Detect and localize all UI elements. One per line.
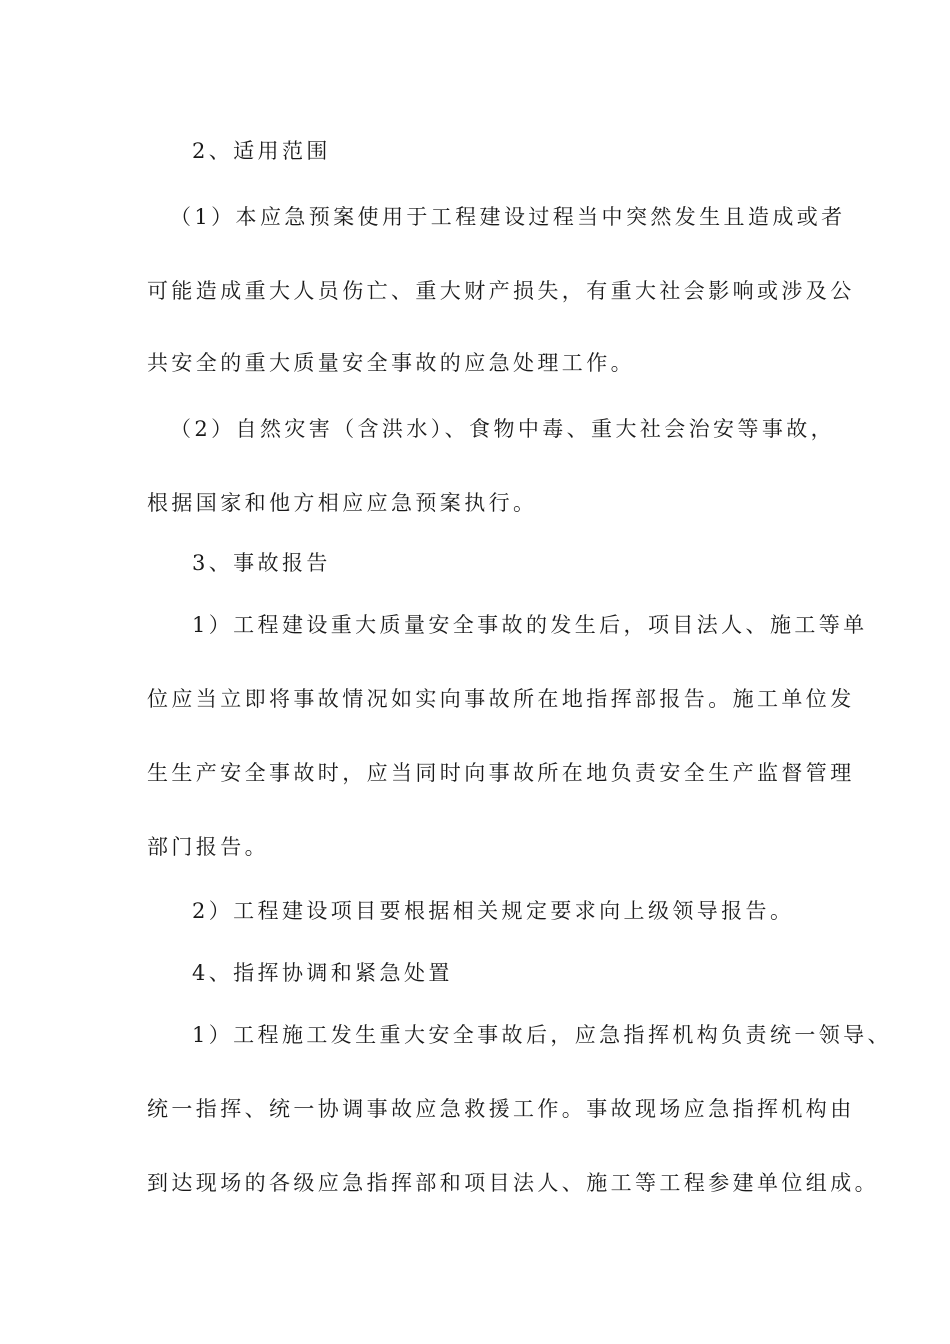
paragraph-line: 2）工程建设项目要根据相关规定要求向上级领导报告。 — [192, 899, 795, 923]
paragraph-line: 生生产安全事故时，应当同时向事故所在地负责安全生产监督管理 — [147, 761, 855, 785]
section-heading-accident-report: 3、事故报告 — [192, 551, 331, 575]
paragraph-line: 到达现场的各级应急指挥部和项目法人、施工等工程参建单位组成。 — [147, 1171, 879, 1195]
paragraph-line: 统一指挥、统一协调事故应急救援工作。事故现场应急指挥机构由 — [147, 1097, 855, 1121]
section-heading-command: 4、指挥协调和紧急处置 — [192, 961, 453, 985]
paragraph-line: 1）工程施工发生重大安全事故后，应急指挥机构负责统一领导、 — [192, 1023, 892, 1047]
paragraph-line: 可能造成重大人员伤亡、重大财产损失，有重大社会影响或涉及公 — [147, 279, 855, 303]
paragraph-line: 位应当立即将事故情况如实向事故所在地指挥部报告。施工单位发 — [147, 687, 855, 711]
paragraph-line: 1）工程建设重大质量安全事故的发生后，项目法人、施工等单 — [192, 613, 868, 637]
paragraph-line: 共安全的重大质量安全事故的应急处理工作。 — [147, 351, 635, 375]
section-heading-scope: 2、适用范围 — [192, 139, 331, 163]
paragraph-line: （2）自然灾害（含洪水）、食物中毒、重大社会治安等事故， — [170, 417, 836, 441]
paragraph-line: 部门报告。 — [147, 835, 269, 859]
paragraph-line: 根据国家和他方相应应急预案执行。 — [147, 491, 538, 515]
paragraph-line: （1）本应急预案使用于工程建设过程当中突然发生且造成或者 — [170, 205, 846, 229]
